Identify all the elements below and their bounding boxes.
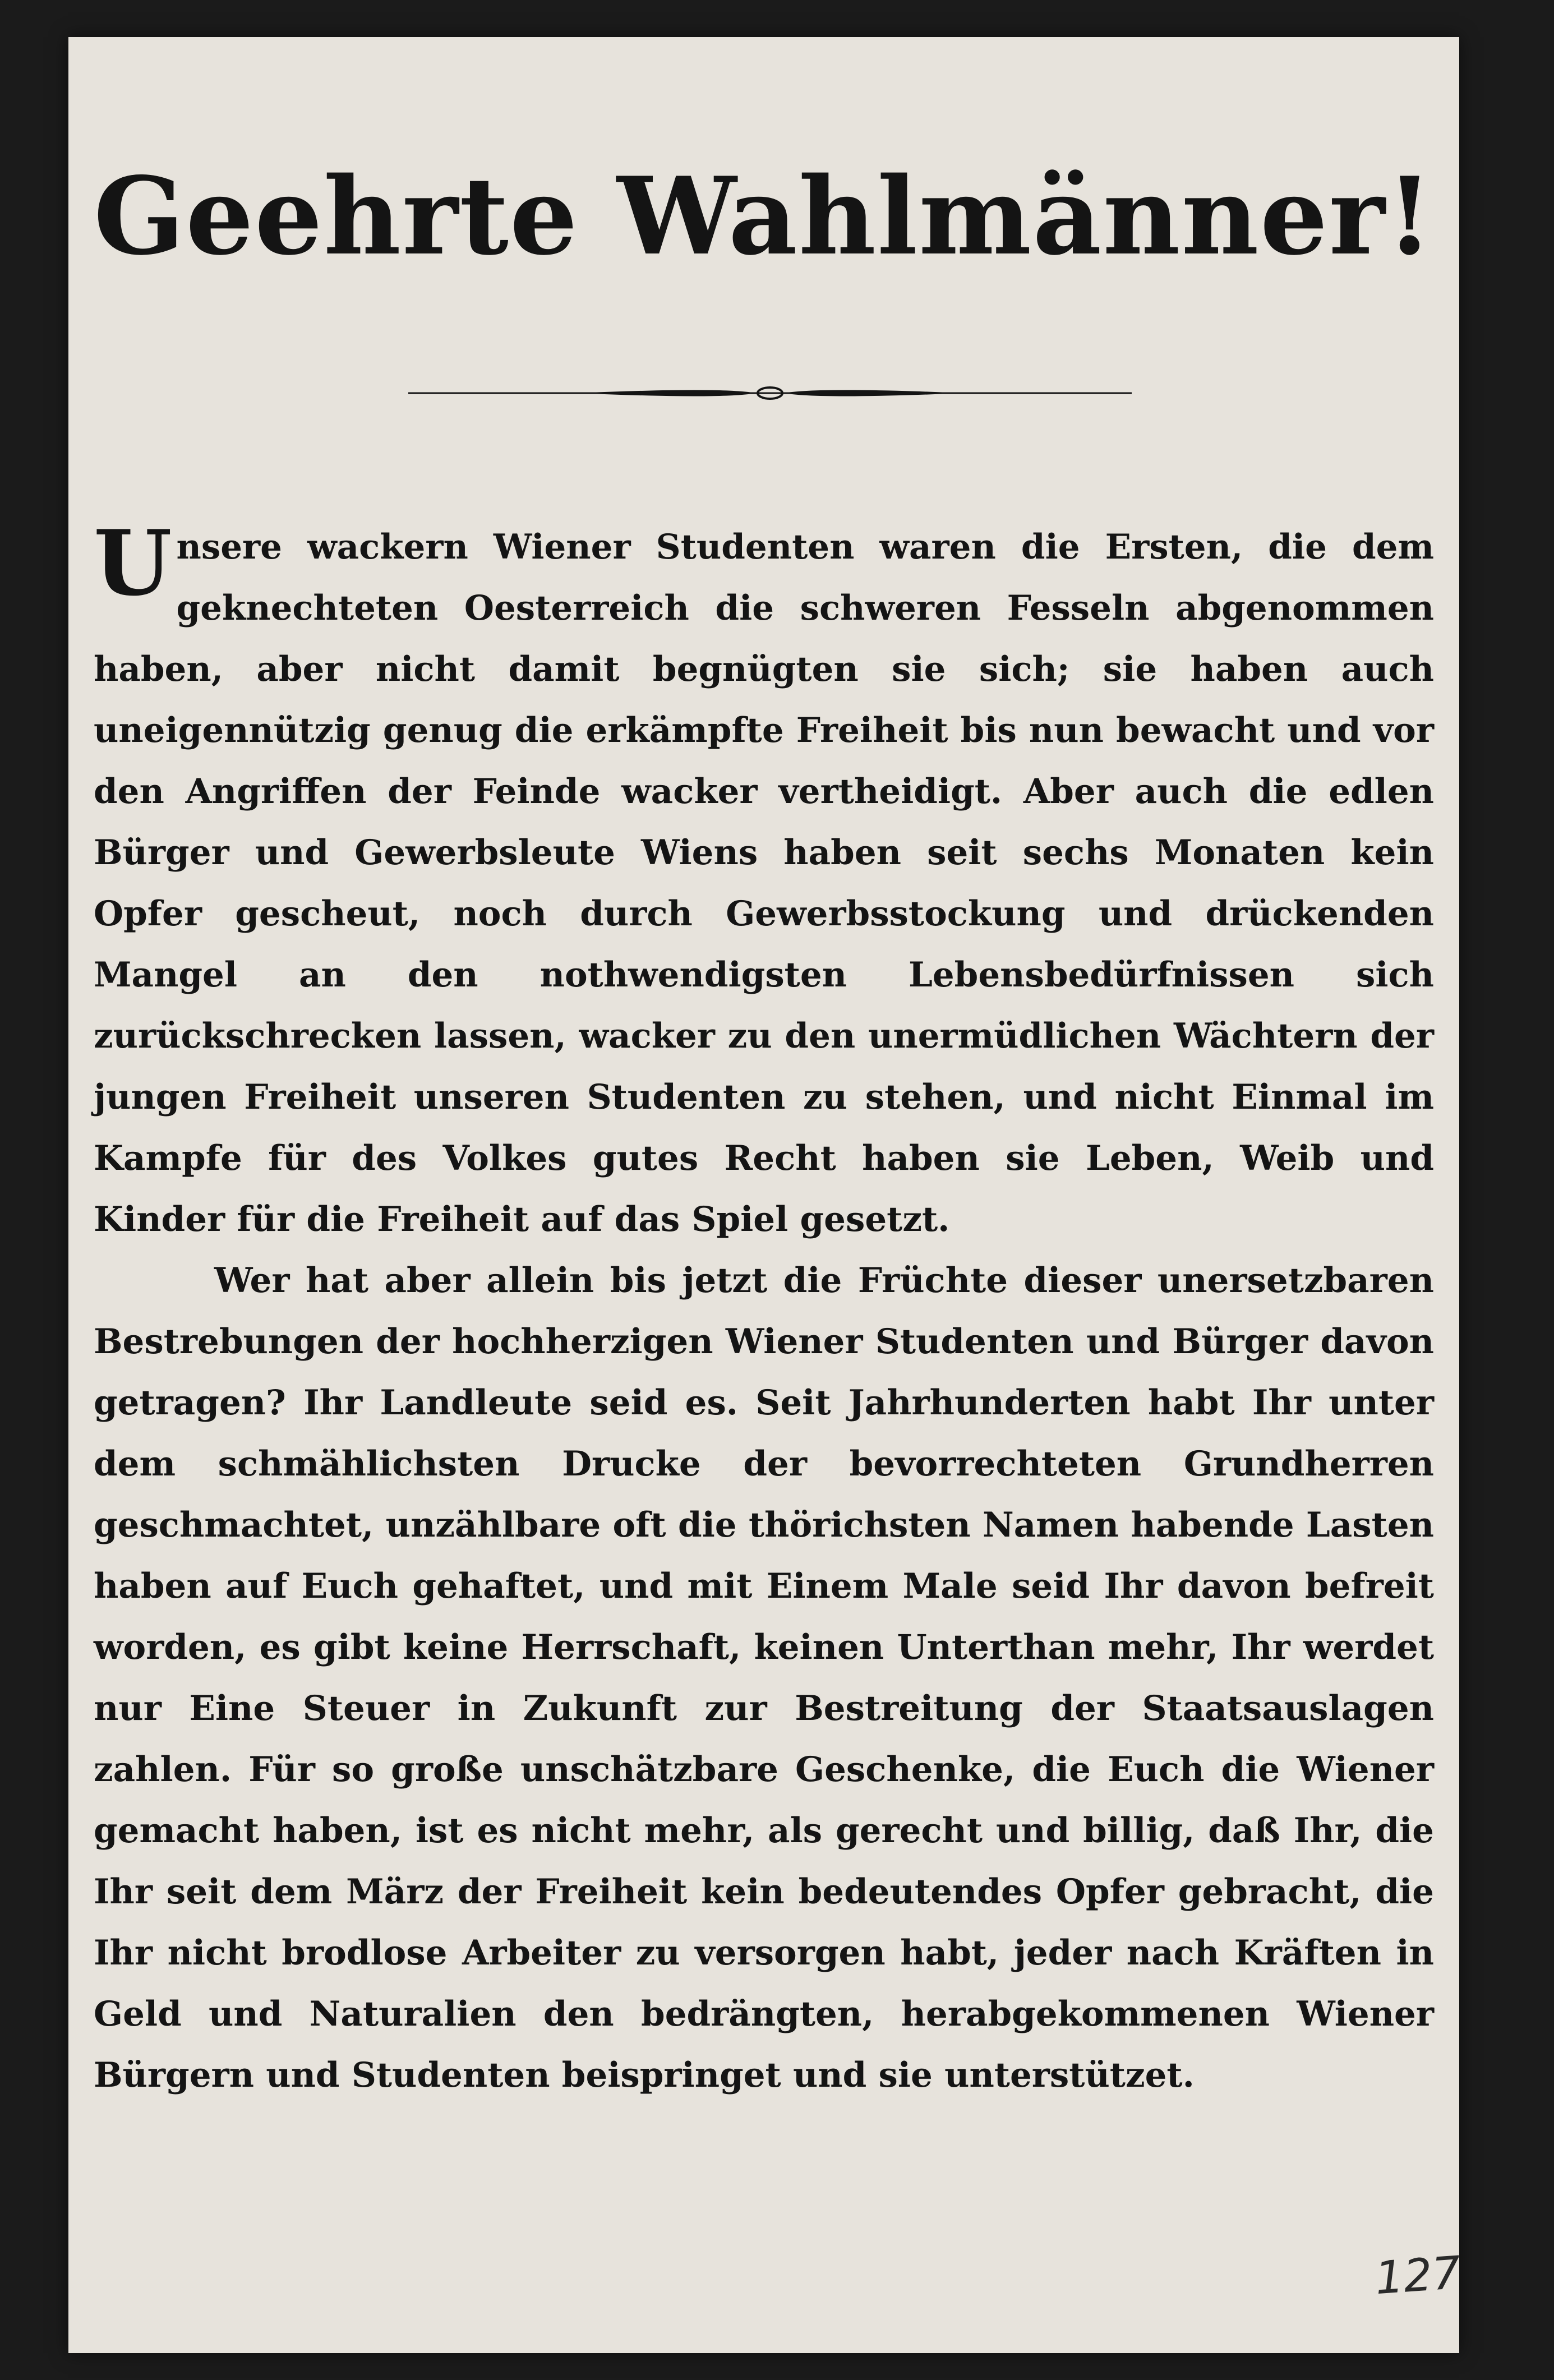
body-text	[94, 510, 1434, 2106]
paragraph-1-text: nsere wackern Wiener Studenten waren die Ersten, die dem geknechteten Oesterreich die schweren Fesseln abgenommen haben, aber nicht damit begnügten sie sich; sie haben auch uneigennützig genug die erkämpfte Freiheit bis nun bewacht und vor den Angriffen der Feinde wacker vertheidigt. Aber auch die edlen Bürger und Gewerbsleute Wiens haben seit sechs Monaten kein Opfer gescheut, noch durch Gewerbsstockung und drückenden Mangel an den nothwendigsten Lebensbedürfnissen sich zurückschrecken lassen, wacker zu den unermüdlichen Wächtern der jungen Freiheit unseren Studenten zu stehen, und nicht Einmal im Kampfe für des Volkes gutes Recht haben sie Leben, Weib und Kinder für die Freiheit auf das Spiel gesetzt.	[94, 527, 1434, 1239]
paragraph-1	[94, 510, 1434, 1250]
poster-title: Geehrte Wahlmänner!	[93, 154, 1435, 279]
ornamental-rule	[408, 379, 1132, 407]
handwritten-page-number: 127	[1373, 2246, 1463, 2305]
drop-cap-initial: U	[94, 510, 172, 616]
poster-sheet	[68, 37, 1463, 2353]
paragraph-2: Wer hat aber allein bis jetzt die Früchte dieser unersetzbaren Bestrebungen der hochherzigen Wiener Studenten und Bürger davon getragen? Ihr Landleute seid es. Seit Jahrhunderten habt Ihr unter dem schmählichsten Drucke der bevorrechteten Grundherren geschmachtet, unzählbare oft die thörichsten Namen habende Lasten haben auf Euch gehaftet, und mit Einem Male seid Ihr davon befreit worden, es gibt keine Herrschaft, keinen Unterthan mehr, Ihr werdet nur Eine Steuer in Zukunft zur Bestreitung der Staatsauslagen zahlen. Für so große unschätzbare Geschenke, die Euch die Wiener gemacht haben, ist es nicht mehr, als gerecht und billig, daß Ihr, die Ihr seit dem März der Freiheit kein bedeutendes Opfer gebracht, die Ihr nicht brodlose Arbeiter zu versorgen habt, jeder nach Kräften in Geld und Naturalien den bedrängten, herabgekommenen Wiener Bürgern und Studenten beispringet und sie unterstützet.	[94, 1261, 1434, 2095]
